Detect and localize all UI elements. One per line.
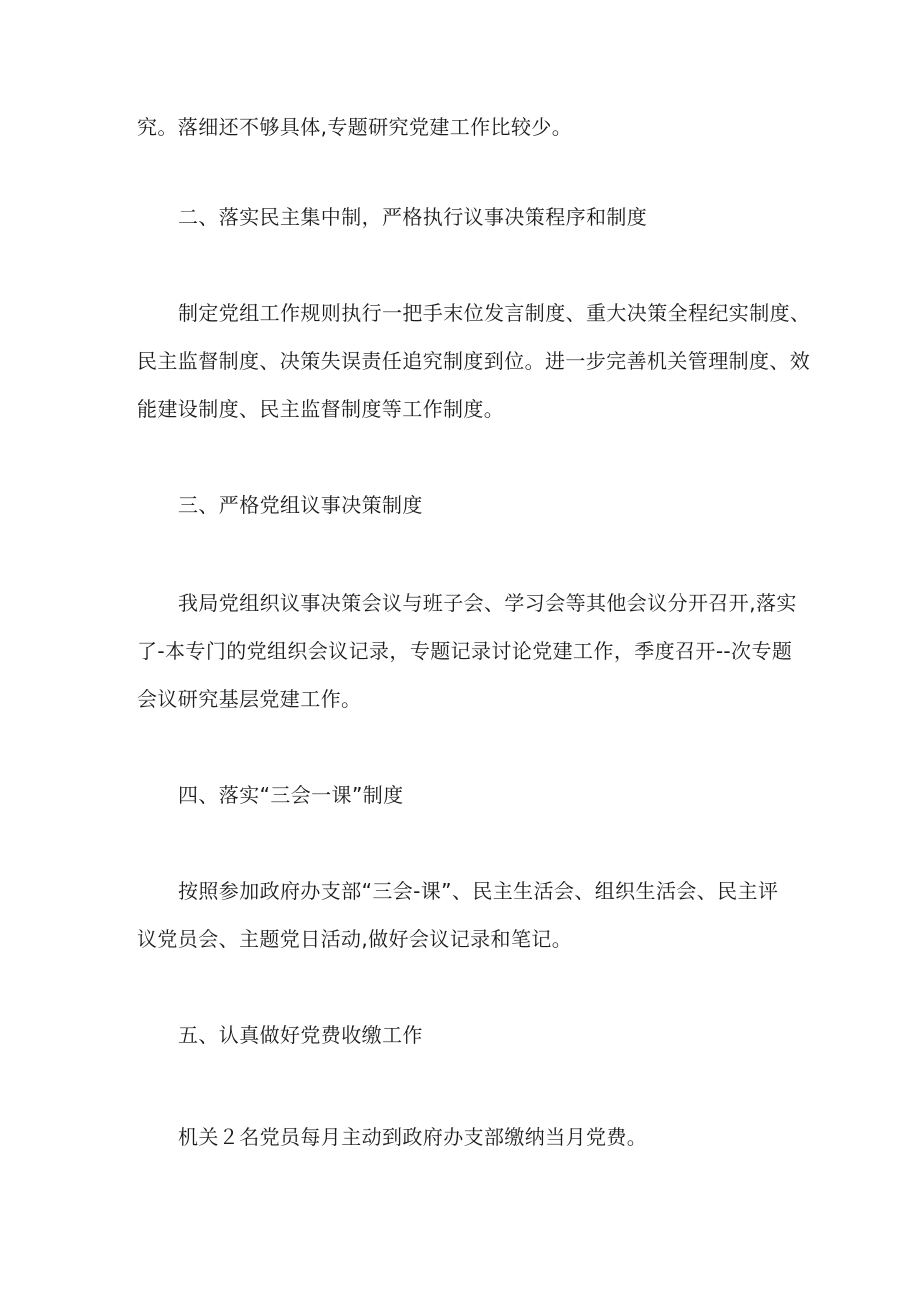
paragraph-line: 会议研究基层党建工作。: [137, 687, 362, 711]
paragraph-line: 机关２名党员每月主动到政府办支部缴纳当月党费。: [178, 1125, 648, 1149]
paragraph-line: 究。落细还不够具体,专题研究党建工作比较少。: [137, 115, 573, 139]
section-heading-2: 二、落实民主集中制，严格执行议事决策程序和制度: [178, 205, 648, 229]
paragraph-line: 我局党组织议事决策会议与班子会、学习会等其他会议分开召开,落实: [178, 591, 797, 615]
section-heading-4: 四、落实“三会一课”制度: [178, 783, 404, 807]
section-heading-5: 五、认真做好党费收缴工作: [178, 1023, 423, 1047]
section-heading-3: 三、严格党组议事决策制度: [178, 493, 423, 517]
paragraph-line: 按照参加政府办支部“三会-课”、民主生活会、组织生活会、民主评: [178, 879, 779, 903]
paragraph-line: 能建设制度、民主监督制度等工作制度。: [137, 397, 505, 421]
paragraph-line: 了-本专门的党组织会议记录，专题记录讨论党建工作，季度召开--次专题: [137, 639, 793, 663]
paragraph-line: 民主监督制度、决策失误责任追究制度到位。进一步完善机关管理制度、效: [137, 349, 811, 373]
paragraph-line: 议党员会、主题党日活动,做好会议记录和笔记。: [137, 927, 573, 951]
paragraph-line: 制定党组工作规则执行一把手末位发言制度、重大决策全程纪实制度、: [178, 301, 811, 325]
